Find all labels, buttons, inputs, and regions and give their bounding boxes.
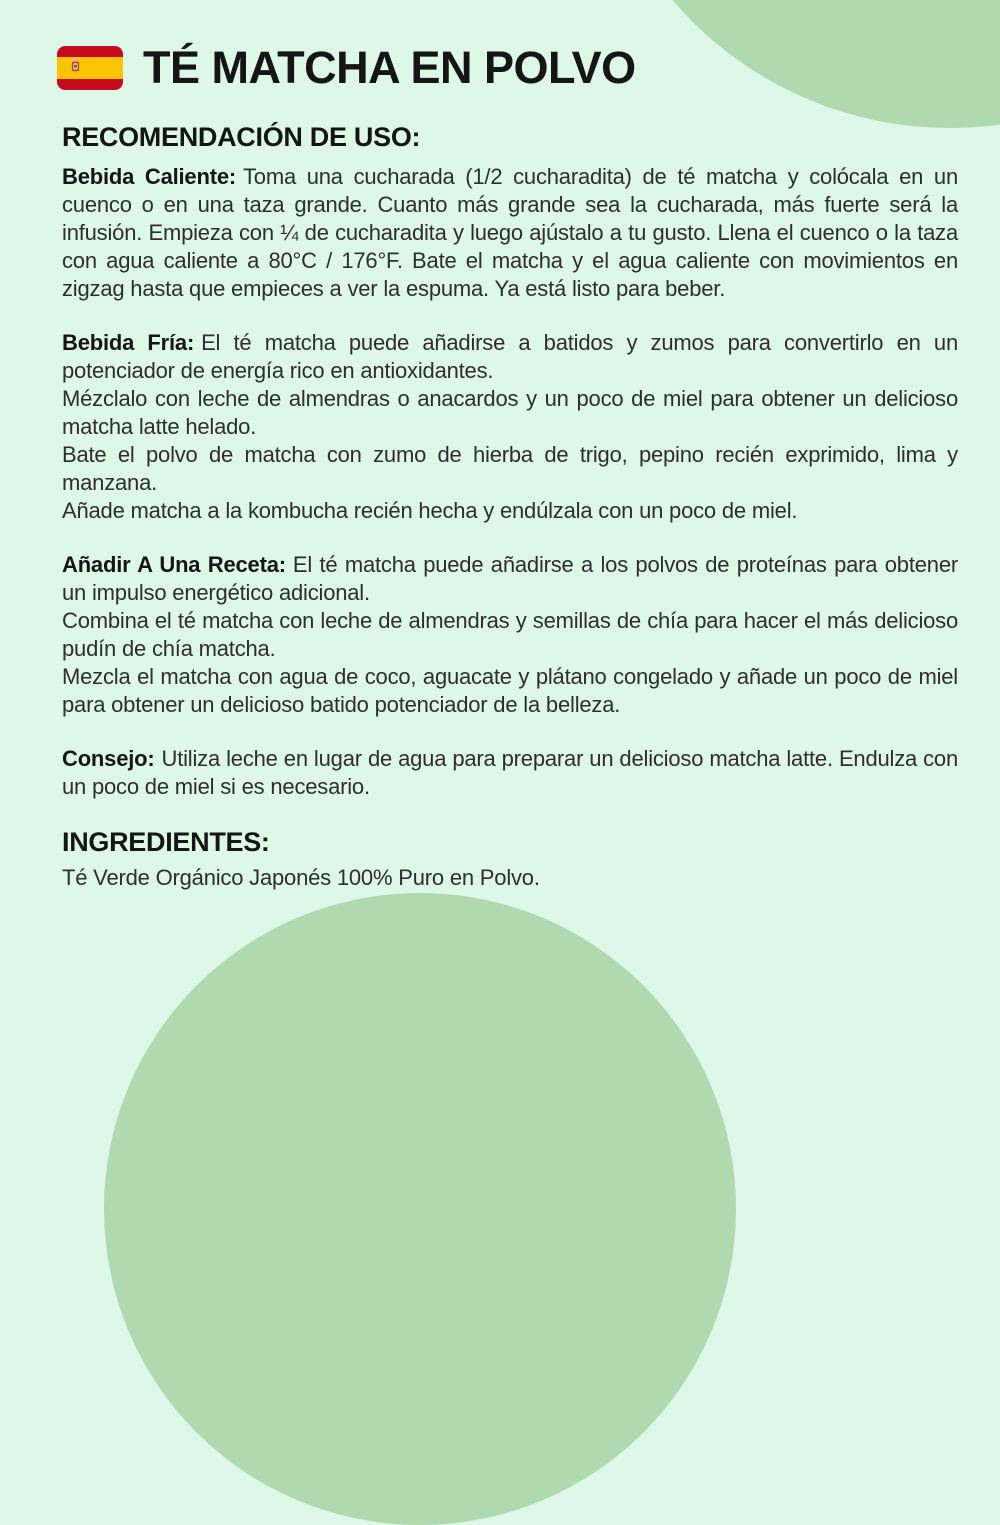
ingredients-text: Té Verde Orgánico Japonés 100% Puro en Polvo. [62, 865, 540, 890]
decor-circle-top-right [585, 0, 1000, 128]
ingredients-section [62, 827, 958, 892]
coat-of-arms-icon [72, 59, 79, 71]
usage-section-cold-drink [62, 329, 958, 525]
usage-section-add-to-recipe [62, 551, 958, 719]
page-title: TÉ MATCHA EN POLVO [143, 42, 636, 93]
paragraph-line [62, 551, 958, 607]
paragraph-line: Añade matcha a la kombucha recién hecha y endúlzala con un poco de miel. [62, 498, 798, 523]
section-label: Añadir A Una Receta: [62, 552, 286, 577]
section-label: Bebida Fría: [62, 330, 195, 355]
paragraph-line [62, 745, 958, 801]
paragraph-text: Utiliza leche en lugar de agua para preparar un delicioso matcha latte. Endulza con un poco de miel si es necesario. [62, 746, 958, 799]
paragraph-text: El té matcha puede añadirse a los polvos de proteínas para obtener un impulso energético adicional. [62, 552, 958, 605]
paragraph-text: Toma una cucharada (1/2 cucharadita) de té matcha y colócala en un cuenco o en una taza grande. Cuanto más grande sea la cucharada, más fuerte será la infusión. Empieza con ¼ de cucharadita y luego ajústalo a tu gusto. Llena el cuenco o la taza con agua caliente a 80°C / 176°F. Bate el matcha y el agua caliente con movimientos en zigzag hasta que empieces a ver la espuma. Ya está listo para beber. [62, 164, 958, 301]
paragraph-line: Mezcla el matcha con agua de coco, aguacate y plátano congelado y añade un poco de miel para obtener un delicioso batido potenciador de la belleza. [62, 664, 958, 717]
paragraph-text: El té matcha puede añadirse a batidos y zumos para convertirlo en un potenciador de energía rico en antioxidantes. [62, 330, 958, 383]
decor-circle-bottom [104, 893, 736, 1525]
spain-flag-icon [57, 46, 123, 90]
paragraph-line [62, 329, 958, 385]
ingredients-heading: INGREDIENTES: [62, 827, 270, 857]
paragraph-line [62, 163, 958, 303]
usage-section-hot-drink [62, 163, 958, 303]
paragraph-line: Mézclalo con leche de almendras o anacardos y un poco de miel para obtener un delicioso matcha latte helado. [62, 386, 958, 439]
usage-section-tip [62, 745, 958, 801]
header [57, 42, 636, 94]
section-label: Consejo: [62, 746, 155, 771]
label-body [62, 122, 958, 892]
paragraph-line: Bate el polvo de matcha con zumo de hierba de trigo, pepino recién exprimido, lima y manzana. [62, 442, 958, 495]
paragraph-line: Combina el té matcha con leche de almendras y semillas de chía para hacer el más delicioso pudín de chía matcha. [62, 608, 958, 661]
section-label: Bebida Caliente: [62, 164, 236, 189]
usage-heading: RECOMENDACIÓN DE USO: [62, 122, 421, 152]
